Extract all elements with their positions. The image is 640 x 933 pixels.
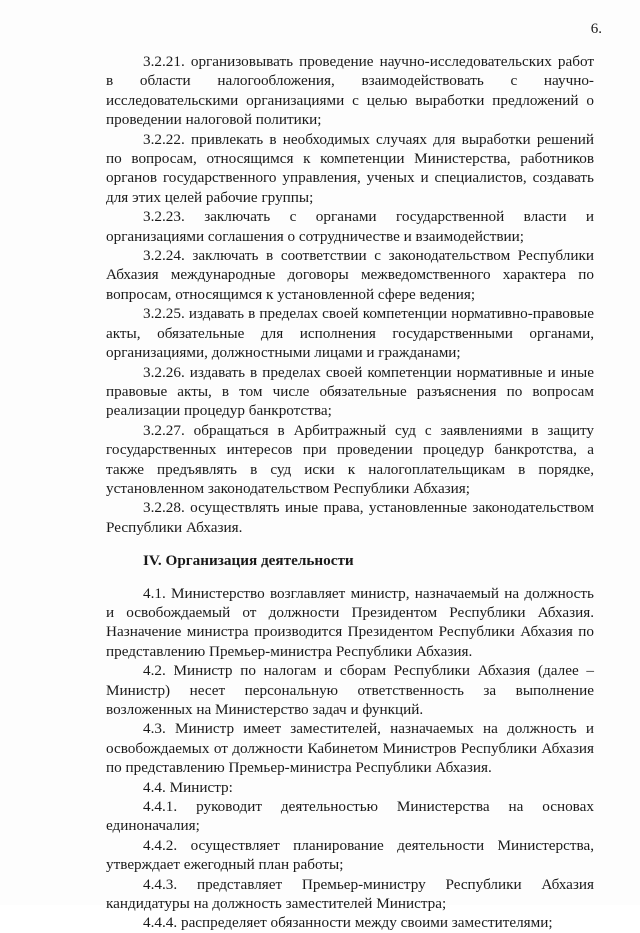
clause-3-2-28: 3.2.28. осуществлять иные права, установленные законодательством Республики Абхазия. <box>106 499 594 536</box>
clause-3-2-25: 3.2.25. издавать в пределах своей компетенции нормативно-правовые акты, обязательные для исполнения государственными органами, организациями, должностными лицами и гражданами; <box>106 305 594 362</box>
clause-4-4-1: 4.4.1. руководит деятельностью Министерства на основах единоначалия; <box>106 798 594 835</box>
clause-3-2-24: 3.2.24. заключать в соответствии с законодательством Республики Абхазия международные договоры межведомственного характера по вопросам, относящимся к установленной сфере ведения; <box>106 247 594 303</box>
clause-4-3: 4.3. Министр имеет заместителей, назначаемых на должность и освобождаемых от должности Кабинетом Министров Республики Абхазия по представлению Премьер-министра Республики Абхазия. <box>106 720 594 777</box>
clause-4-4-2: 4.4.2. осуществляет планирование деятельности Министерства, утверждает ежегодный план работы; <box>106 836 594 874</box>
page-number: 6. <box>590 21 602 37</box>
clause-3-2-23: 3.2.23. заключать с органами государственной власти и организациями соглашения о сотрудничестве и взаимодействии; <box>106 208 594 245</box>
section-heading: IV. Организация деятельности <box>143 552 354 570</box>
clause-3-2-26: 3.2.26. издавать в пределах своей компетенции нормативные и иные правовые акты, в том числе обязательные разъяснения по вопросам реализации процедур банкротства; <box>106 363 594 420</box>
clause-4-4-3: 4.4.3. представляет Премьер-министру Республики Абхазия кандидатуры на должность заместителей Министра; <box>106 875 594 913</box>
clause-4-4: 4.4. Министр: <box>143 778 233 796</box>
clause-4-2: 4.2. Министр по налогам и сборам Республики Абхазия (далее – Министр) несет персональную ответственность за выполнение возложенных на Министерство задач и функций. <box>106 662 594 718</box>
clause-3-2-22: 3.2.22. привлекать в необходимых случаях для выработки решений по вопросам, относящимся к компетенции Министерства, работников органов государственного управления, ученых и специалистов, создавать для этих целей рабочие группы; <box>106 130 594 206</box>
clause-4-4-4: 4.4.4. распределяет обязанности между своими заместителями; <box>143 914 553 932</box>
document-body <box>106 52 594 933</box>
clause-3-2-21: 3.2.21. организовывать проведение научно-исследовательских работ в области налогообложения, взаимодействовать с научно-исследовательскими организациями с целью выработки предложений о проведении налоговой политики; <box>106 53 594 129</box>
clause-4-1: 4.1. Министерство возглавляет министр, назначаемый на должность и освобождаемый от должности Президентом Республики Абхазия. Назначение министра производится Президентом Республики Абхазия по представлению Премьер-министра Республики Абхазия. <box>106 584 594 660</box>
clause-3-2-27: 3.2.27. обращаться в Арбитражный суд с заявлениями в защиту государственных интересов при проведении процедур банкротства, а также предъявлять в суд иски к налогоплательщикам в порядке, установленном законодательством Республики Абхазия; <box>106 421 594 497</box>
